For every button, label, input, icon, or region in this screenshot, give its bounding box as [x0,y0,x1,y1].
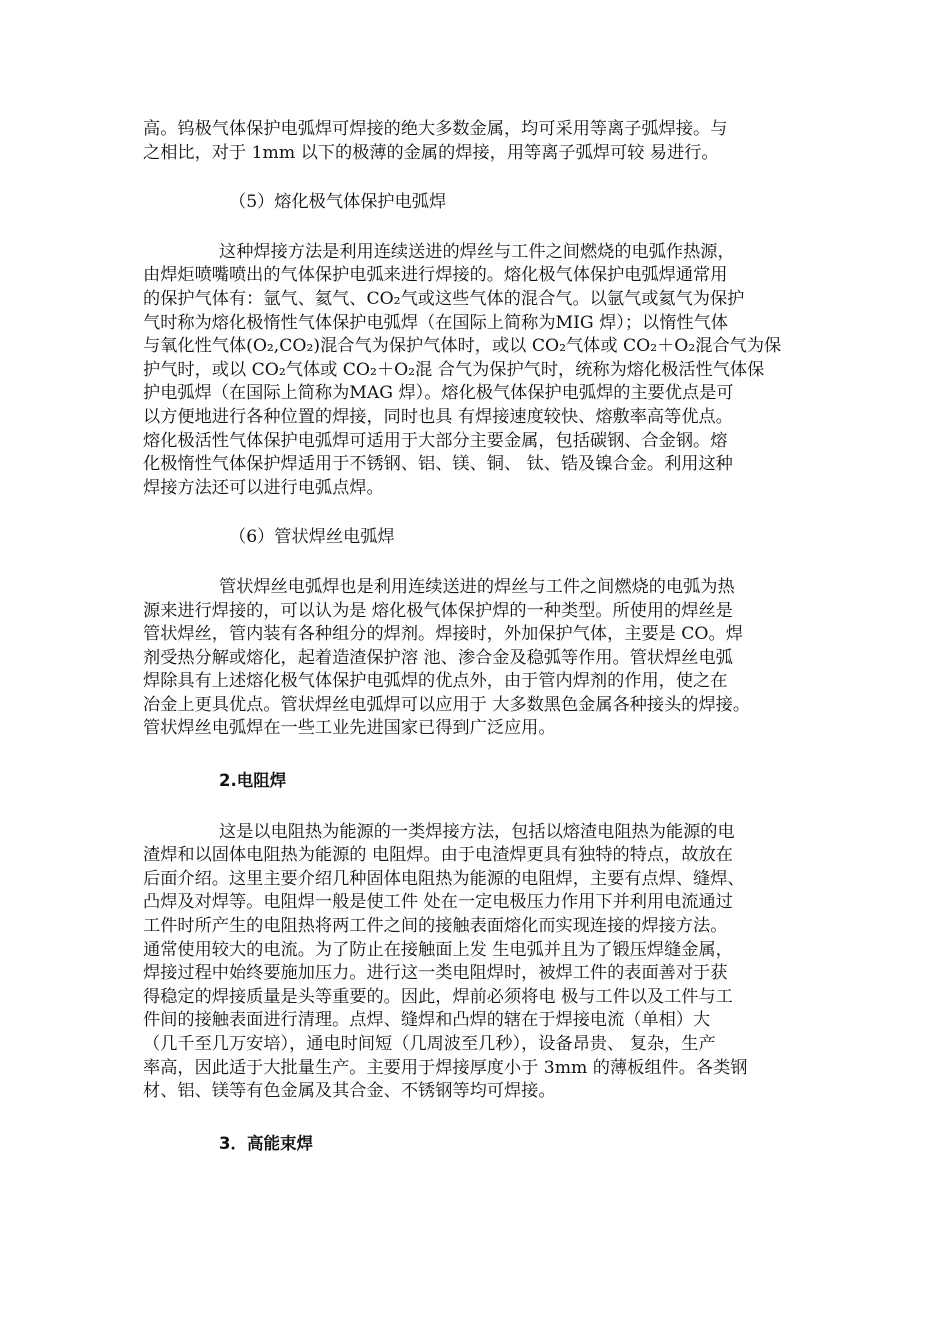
text-line: 护气时，或以 CO₂气体或 CO₂＋O₂混 合气为保护气时，统称为熔化极活性气体保 [143,359,765,380]
heading-sec5: （5）熔化极气体保护电弧焊 [229,192,447,213]
text-line: 源来进行焊接的，可以认为是 熔化极气体保护焊的一种类型。所使用的焊丝是 [143,600,733,621]
text-line: 由焊炬喷嘴喷出的气体保护电弧来进行焊接的。熔化极气体保护电弧焊通常用 [143,265,728,286]
text-line: 与氧化性气体(O₂,CO₂)混合气为保护气体时，或以 CO₂气体或 CO₂＋O₂混合气为保 [143,336,782,357]
text-line: 气时称为熔化极惰性气体保护电弧焊（在国际上简称为MIG 焊）；以惰性气体 [143,312,728,333]
text-line: 高。钨极气体保护电弧焊可焊接的绝大多数金属，均可采用等离子弧焊接。与 [143,119,728,139]
text-line: 这是以电阻热为能源的一类焊接方法，包括以熔渣电阻热为能源的电 [219,821,735,842]
text-line: 的保护气体有：氩气、氦气、CO₂气或这些气体的混合气。以氩气或氦气为保护 [143,288,745,309]
text-line: 通常使用较大的电流。为了防止在接触面上发 生电弧并且为了锻压焊缝金属， [143,939,733,960]
text-line: 焊接过程中始终要施加压力。进行这一类电阻焊时，被焊工件的表面善对于获 [143,963,728,984]
text-line: 焊除具有上述熔化极气体保护电弧焊的优点外，由于管内焊剂的作用，使之在 [143,671,728,692]
text-line: 管状焊丝电弧焊在一些工业先进国家已得到广泛应用。 [143,718,556,739]
text-line: 凸焊及对焊等。电阻焊一般是使工件 处在一定电极压力作用下并利用电流通过 [143,892,733,913]
text-line: 得稳定的焊接质量是头等重要的。因此，焊前必须将电 极与工件以及工件与工 [143,986,733,1007]
paragraph-sec5 [143,241,815,501]
text-line: 熔化极活性气体保护电弧焊可适用于大部分主要金属，包括碳钢、合金钢。熔 [143,430,728,451]
text-line: （几千至几万安培），通电时间短（几周波至几秒），设备昂贵、 复杂，生产 [143,1034,716,1054]
document-page [143,118,815,1183]
text-line: 化极惰性气体保护焊适用于不锈钢、铝、镁、铜、 钛、锆及镍合金。利用这种 [143,454,733,475]
text-line: 后面介绍。这里主要介绍几种固体电阻热为能源的电阻焊，主要有点焊、缝焊、 [143,868,745,889]
paragraph-resistance-welding [143,821,815,1104]
text-line: 护电弧焊（在国际上简称为MAG 焊）。熔化极气体保护电弧焊的主要优点是可 [143,383,734,404]
text-line: 率高，因此适于大批量生产。主要用于焊接厚度小于 3mm 的薄板组件。各类钢 [143,1057,748,1078]
text-line: 之相比，对于 1mm 以下的极薄的金属的焊接，用等离子弧焊可较 易进行。 [143,142,719,163]
text-line: 管状焊丝，管内装有各种组分的焊剂。焊接时，外加保护气体，主要是 CO。焊 [143,624,743,645]
text-line: 工件时所产生的电阻热将两工件之间的接触表面熔化而实现连接的焊接方法。 [143,916,728,937]
text-line: 件间的接触表面进行清理。点焊、缝焊和凸焊的辖在于焊接电流（单相）大 [143,1010,711,1031]
text-line: 材、铝、镁等有色金属及其合金、不锈钢等均可焊接。 [143,1081,556,1102]
text-line: 渣焊和以固体电阻热为能源的 电阻焊。由于电渣焊更具有独特的特点，故放在 [143,845,733,866]
text-line: 剂受热分解或熔化，起着造渣保护溶 池、渗合金及稳弧等作用。管状焊丝电弧 [143,647,733,668]
intro-paragraph [143,118,815,165]
text-line: 冶金上更具优点。管状焊丝电弧焊可以应用于 大多数黑色金属各种接头的焊接。 [143,694,751,715]
text-line: 焊接方法还可以进行电弧点焊。 [143,477,384,498]
heading-high-energy-beam-welding: 3．高能束焊 [219,1133,313,1153]
heading-sec6: （6）管状焊丝电弧焊 [229,527,395,548]
heading-resistance-welding: 2.电阻焊 [219,771,287,791]
text-line: 管状焊丝电弧焊也是利用连续送进的焊丝与工件之间燃烧的电弧为热 [219,576,735,597]
text-line: 以方便地进行各种位置的焊接，同时也具 有焊接速度较快、熔敷率高等优点。 [143,406,733,427]
text-line: 这种焊接方法是利用连续送进的焊丝与工件之间燃烧的电弧作热源， [219,241,735,262]
paragraph-sec6 [143,576,815,741]
